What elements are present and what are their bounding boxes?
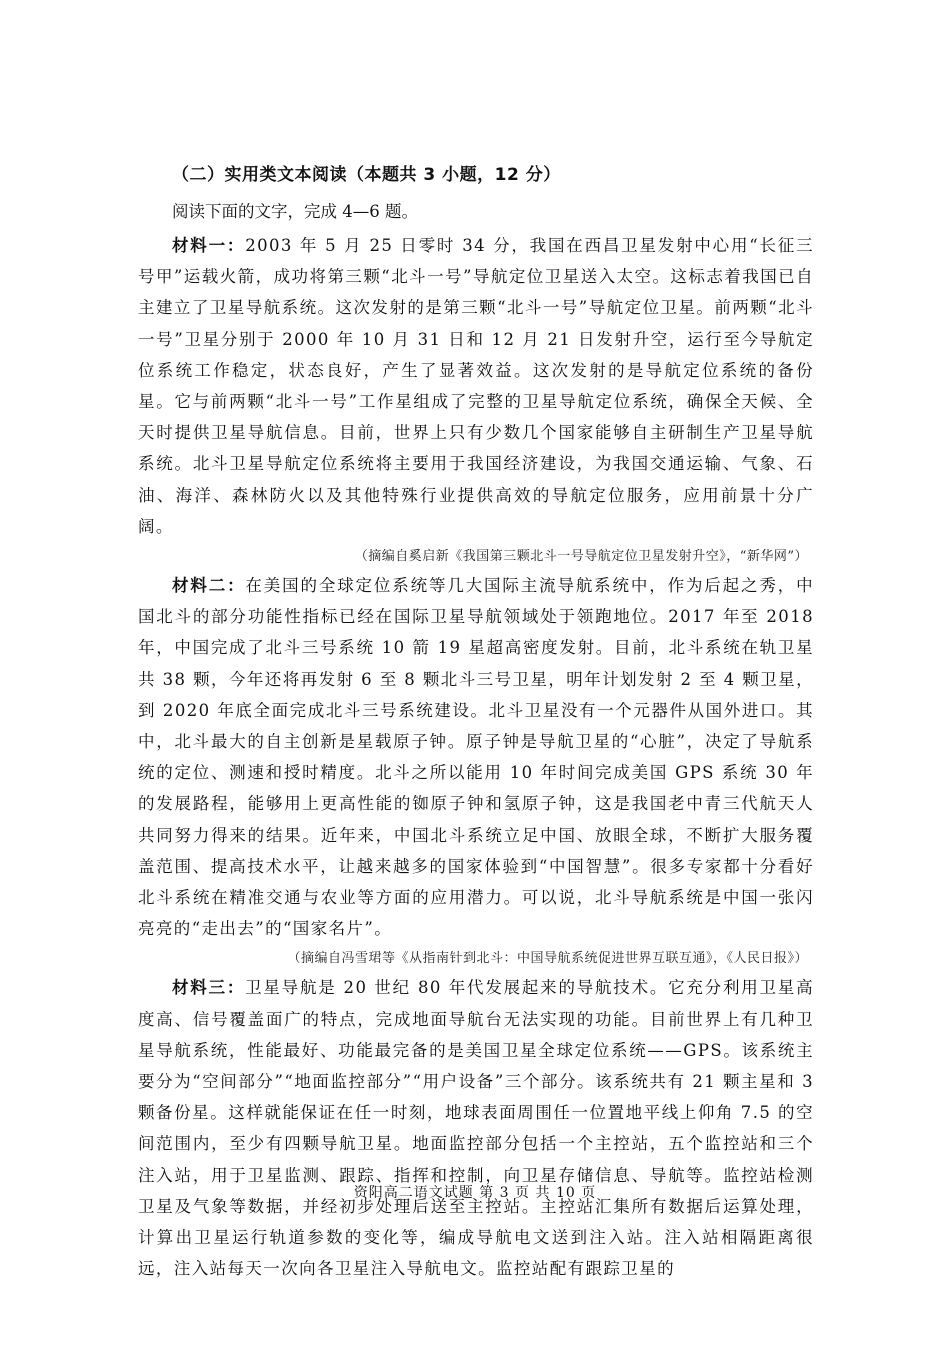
material-2 bbox=[138, 570, 814, 944]
material-2-label: 材料二： bbox=[172, 576, 246, 596]
material-3 bbox=[138, 972, 814, 1284]
page-footer: 资阳高二语文试题 第 3 页 共 10 页 bbox=[353, 1185, 597, 1201]
material-2-text: 在美国的全球定位系统等几大国际主流导航系统中，作为后起之秀，中国北斗的部分功能性指标已经在国际卫星导航领域处于领跑地位。2017 年至 2018 年，中国完成了北斗三号系统 10 箭 19 星超高密度发射。目前，北斗系统在轨卫星共 38 颗，今年还将再发射 6 至 8 颗北斗三号卫星，明年计划发射 2 至 4 颗卫星，到 2020 年底全面完成北斗三号系统建设。北斗卫星没有一个元器件从国外进口。其中，北斗最大的自主创新是星载原子钟。原子钟是导航卫星的“心脏”，决定了导航系统的定位、测速和授时精度。北斗之所以能用 10 年时间完成美国 GPS 系统 30 年的发展路程，能够用上更高性能的铷原子钟和氢原子钟，这是我国老中青三代航天人共同努力得来的结果。近年来，中国北斗系统立足中国、放眼全球，不断扩大服务覆盖范围、提高技术水平，让越来越多的国家体验到“中国智慧”。很多专家都十分看好北斗系统在精准交通与农业等方面的应用潜力。可以说，北斗导航系统是中国一张闪亮亮的“走出去”的“国家名片”。 bbox=[138, 576, 814, 939]
material-1-source: （摘编自奚启新《我国第三颗北斗一号导航定位卫星发射升空》，“新华网”） bbox=[354, 549, 808, 565]
instruction: 阅读下面的文字，完成 4—6 题。 bbox=[172, 202, 418, 221]
material-3-label: 材料三： bbox=[172, 978, 246, 998]
document-page bbox=[138, 160, 814, 1285]
material-1-label: 材料一： bbox=[172, 236, 246, 255]
material-2-source: （摘编自冯雪珺等《从指南针到北斗：中国导航系统促进世界互联互通》，《人民日报》） bbox=[287, 951, 808, 967]
material-1-text: 2003 年 5 月 25 日零时 34 分，我国在西昌卫星发射中心用“长征三号甲”运载火箭，成功将第三颗“北斗一号”导航定位卫星送入太空。这标志着我国已自主建立了卫星导航系统。这次发射的是第三颗“北斗一号”导航定位卫星。前两颗“北斗一号”卫星分别于 2000 年 10 月 31 日和 12 月 21 日发射升空，运行至今导航定位系统工作稳定，状态良好，产生了显著效益。这次发射的是导航定位系统的备份星。它与前两颗“北斗一号”工作星组成了完整的卫星导航定位系统，确保全天候、全天时提供卫星导航信息。目前，世界上只有少数几个国家能够自主研制生产卫星导航系统。北斗卫星导航定位系统将主要用于我国经济建设，为我国交通运输、气象、石油、海洋、森林防火以及其他特殊行业提供高效的导航定位服务，应用前景十分广阔。 bbox=[138, 236, 814, 536]
material-1 bbox=[138, 230, 814, 542]
section-title: （二）实用类文本阅读（本题共 3 小题，12 分） bbox=[172, 165, 561, 185]
material-3-text: 卫星导航是 20 世纪 80 年代发展起来的导航技术。它充分利用卫星高度高、信号覆盖面广的特点，完成地面导航台无法实现的功能。目前世界上有几种卫星导航系统，性能最好、功能最完备的是美国卫星全球定位系统——GPS。该系统主要分为“空间部分”“地面监控部分”“用户设备”三个部分。该系统共有 21 颗主星和 3 颗备份星。这样就能保证在任一时刻，地球表面周围任一位置地平线上仰角 7.5 的空间范围内，至少有四颗导航卫星。地面监控部分包括一个主控站，五个监控站和三个注入站，用于卫星监测、跟踪、指挥和控制，向卫星存储信息、导航等。监控站检测卫星及气象等数据，并经初步处理后送至主控站。主控站汇集所有数据后运算处理，计算出卫星运行轨道参数的变化等，编成导航电文送到注入站。注入站相隔距离很远，注入站每天一次向各卫星注入导航电文。监控站配有跟踪卫星的 bbox=[138, 978, 814, 1279]
